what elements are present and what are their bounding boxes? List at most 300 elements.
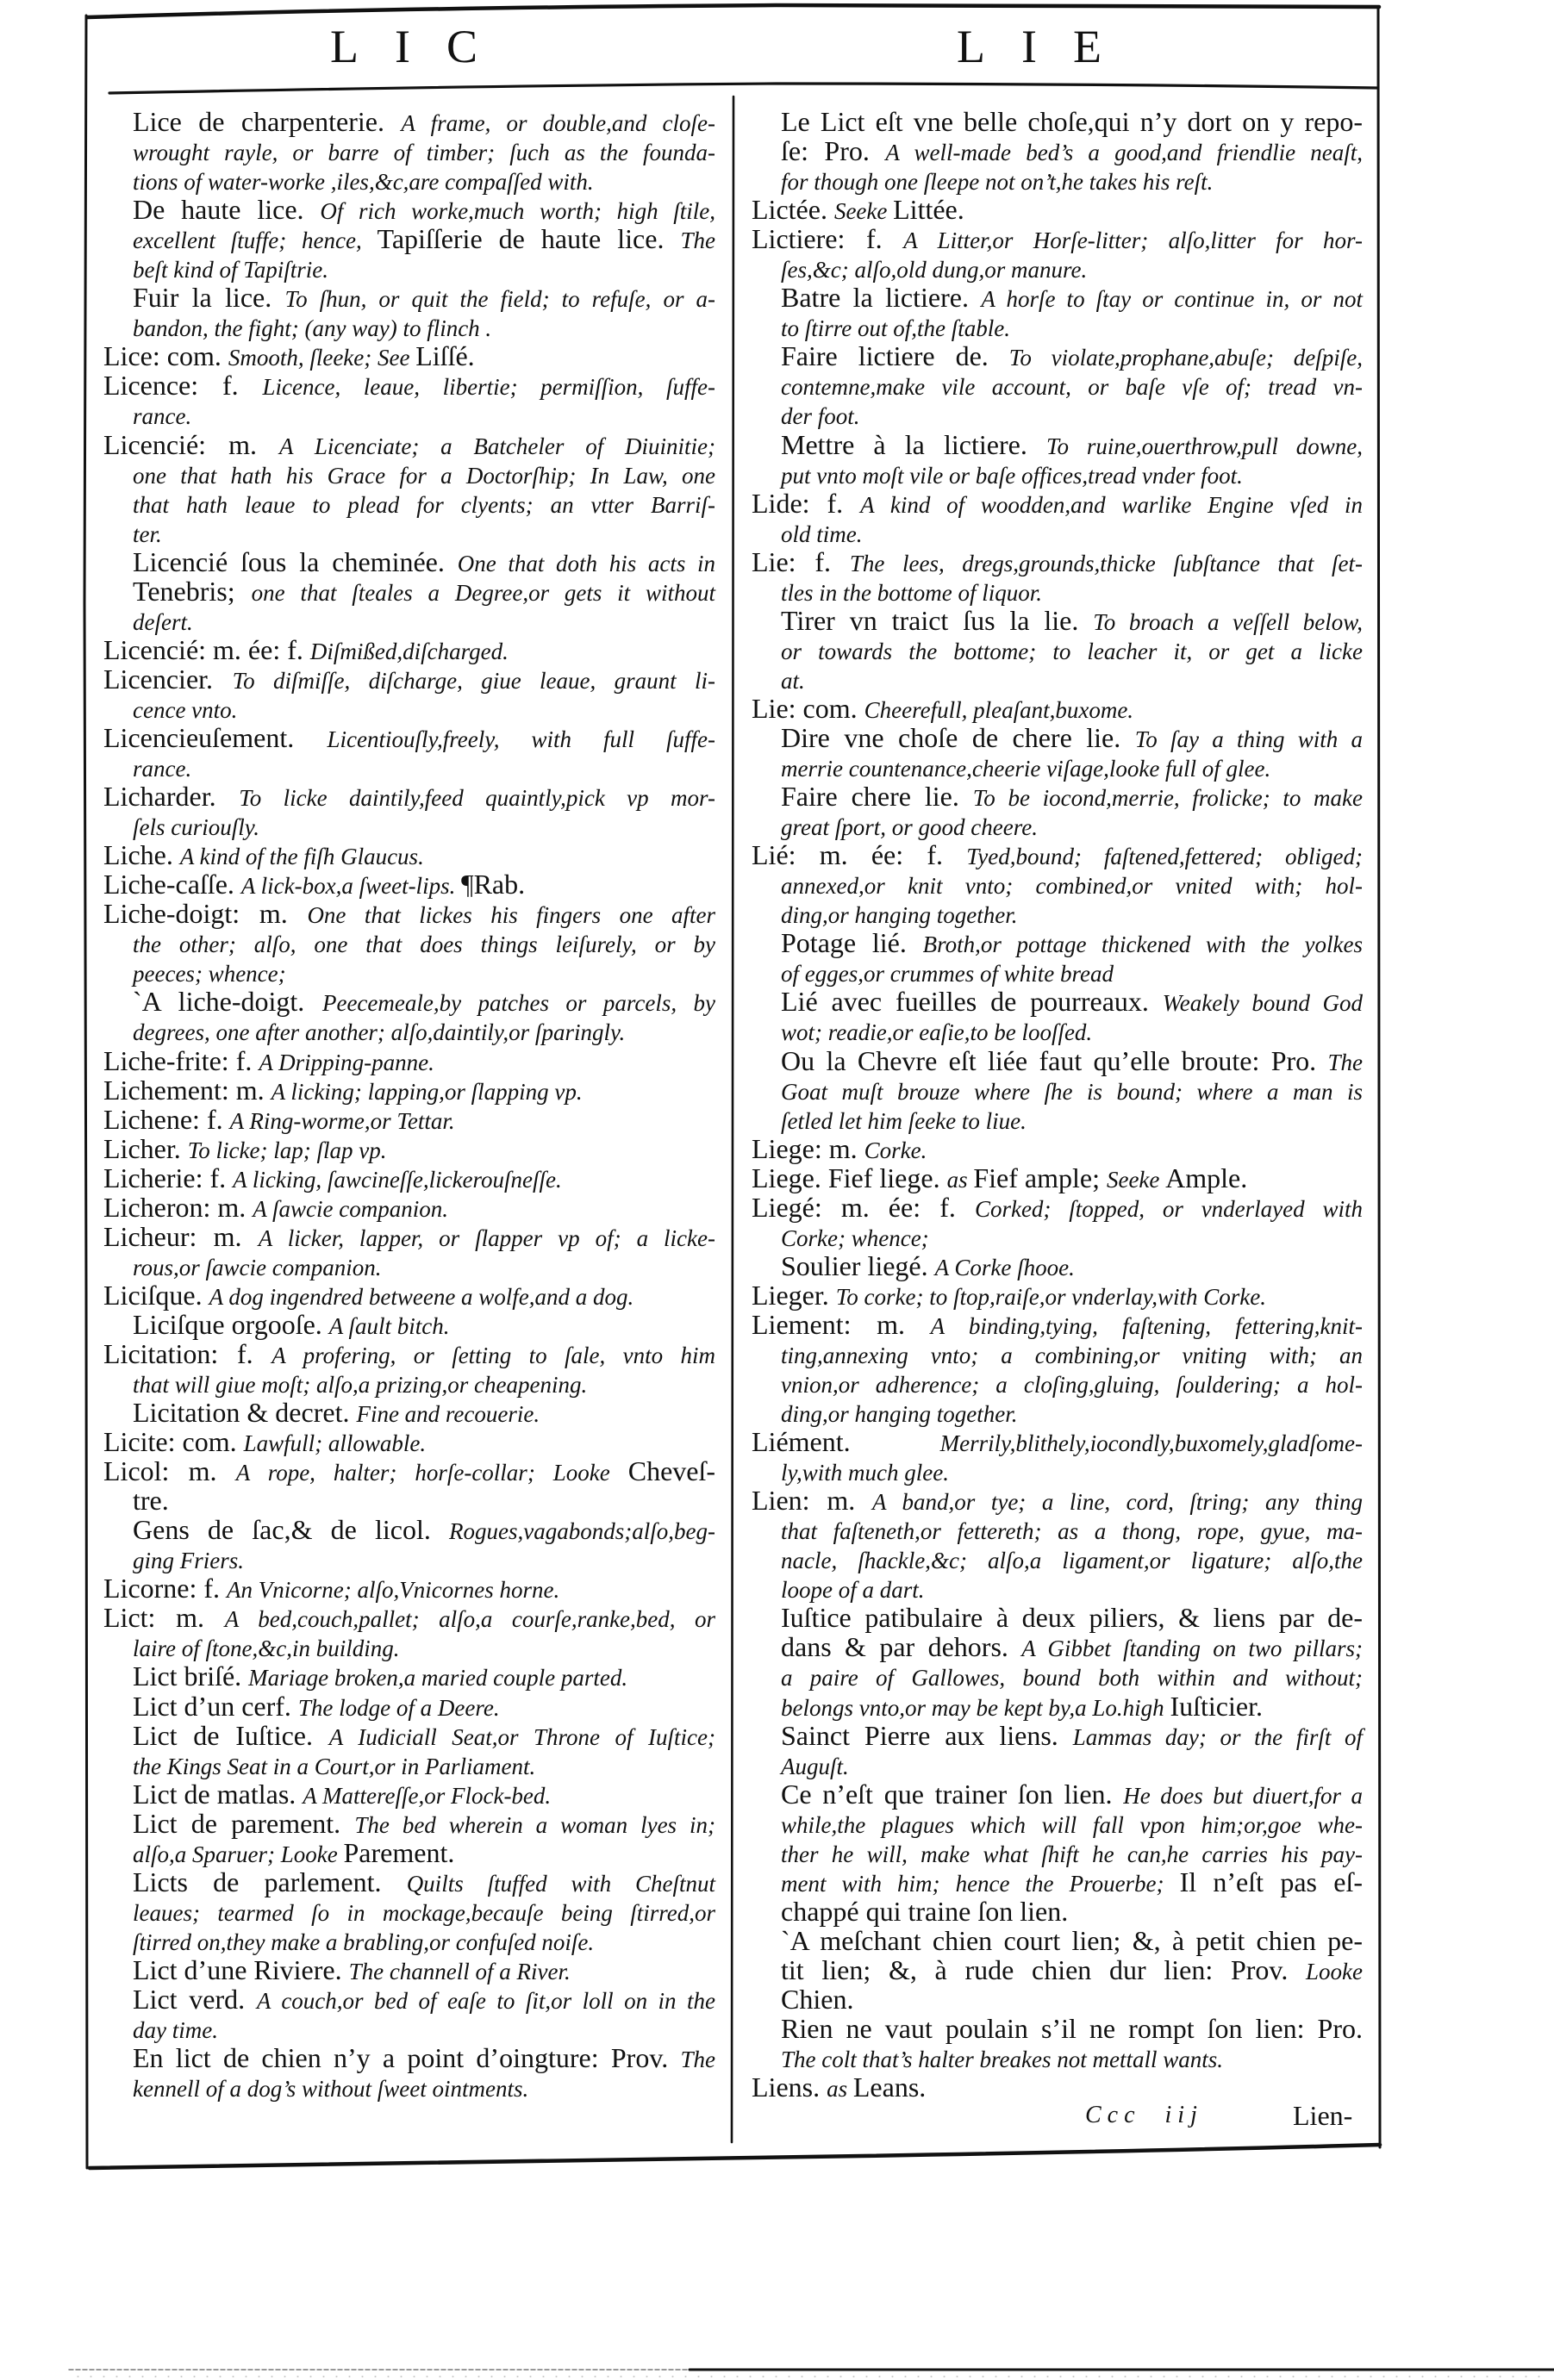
entry-line [752, 1486, 1363, 1515]
entry-line [752, 1926, 1363, 1955]
dictionary-entry [103, 430, 715, 547]
dictionary-entry [103, 371, 715, 429]
entry-line-text [103, 869, 525, 900]
gloss-text: old time. [781, 520, 863, 547]
dictionary-entry [752, 1134, 1363, 1163]
gloss-text: A profering, or ſetting to ſale, vnto him [271, 1342, 715, 1368]
entry-line-text [752, 2072, 926, 2103]
entry-line-text [133, 1838, 454, 1869]
entry-line [752, 371, 1363, 400]
entry-line [103, 899, 715, 928]
signature-mark: Ccc iij [1085, 2102, 1203, 2128]
entry-line [103, 1046, 715, 1075]
term-text: Soulier liegé. [781, 1249, 935, 1281]
entry-line [103, 489, 715, 518]
term-text: Lict d’une Riviere. [133, 1953, 349, 1985]
gloss-text: ſels curiouſly. [133, 814, 259, 841]
entry-line [103, 1398, 715, 1427]
gloss-text: Mariage broken,a maried couple parted. [248, 1665, 628, 1692]
entry-line [752, 1427, 1363, 1456]
dictionary-subentry [752, 1926, 1363, 2014]
entry-line-text [781, 928, 1363, 959]
term-text: `A liche-doigt. [133, 986, 322, 1018]
dictionary-entry [752, 1486, 1363, 1603]
term-text: ¶Rab. [461, 869, 526, 900]
gloss-text: A ſawcie companion. [253, 1195, 448, 1222]
entry-line [752, 1779, 1363, 1809]
entry-line-text [103, 782, 715, 813]
term-text: tre. [133, 1485, 169, 1517]
entry-line-text [781, 253, 1087, 284]
gloss-text: ding,or hanging together. [781, 1401, 1018, 1428]
entry-line [103, 1838, 715, 1867]
entry-line [752, 1750, 1363, 1779]
entry-line-text [133, 1721, 715, 1752]
entry-line-text [781, 1867, 1363, 1898]
gloss-text: that will giue moſt; alſo,a prizing,or cheapening. [133, 1372, 588, 1399]
term-text: Lict de matlas. [133, 1778, 303, 1810]
term-text: Lict: m. [103, 1602, 225, 1634]
term-text: Lié avec fueilles de pourreaux. [781, 986, 1163, 1018]
entry-line [103, 1721, 715, 1750]
term-text: Lichement: m. [103, 1074, 271, 1106]
gloss-text: A binding,tying, faſtening, fettering,knit- [930, 1312, 1363, 1339]
term-text: Lice: com. [103, 340, 228, 372]
entry-line-text [133, 1955, 571, 1986]
gloss-text: A well-made bed’s a good,and friendlie neaſt, [885, 140, 1363, 166]
gloss-text: A dog ingendred betweene a wolfe,and a dog. [209, 1283, 634, 1310]
gloss-text: Fine and recouerie. [356, 1401, 540, 1428]
term-text: Liegé: m. ée: f. [752, 1191, 975, 1223]
entry-line-text [133, 459, 715, 490]
entry-line [103, 1515, 715, 1544]
entry-line-text [133, 400, 191, 431]
term-text: Lice de charpenterie. [133, 106, 402, 137]
dictionary-subentry [103, 1809, 715, 1867]
entry-line-text [133, 253, 328, 284]
entry-line [752, 1692, 1363, 1721]
entry-line [103, 1163, 715, 1193]
gloss-text: while,the plagues which will fall vpon him;or,goe whe- [781, 1811, 1363, 1838]
entry-line [103, 928, 715, 957]
entry-line [103, 2072, 715, 2102]
entry-line [752, 664, 1363, 694]
bottom-border-rule [90, 2145, 1380, 2168]
entry-line-text [781, 1750, 849, 1781]
entry-line-text [133, 1368, 587, 1399]
dictionary-subentry [752, 1779, 1363, 1926]
dictionary-subentry [103, 1515, 715, 1573]
entry-line [752, 489, 1363, 518]
gloss-text: Weakely bound God [1162, 990, 1363, 1017]
entry-line [103, 107, 715, 136]
term-text: Licharder. [103, 781, 240, 813]
gloss-text: day time. [133, 2017, 218, 2044]
entry-line [752, 1016, 1363, 1045]
entry-line-text [781, 1515, 1363, 1546]
gloss-text: To corke; to ſtop,raiſe,or vnderlay,with Corke. [835, 1283, 1266, 1310]
term-text: Fief ample; [973, 1162, 1107, 1193]
entry-line-text [133, 1661, 627, 1692]
entry-line [103, 1427, 715, 1456]
gloss-text: A Gibbet ſtanding on two pillars; [1021, 1635, 1363, 1662]
gloss-text: Corke; whence; [781, 1224, 929, 1251]
entry-line-text [133, 1809, 715, 1840]
term-text: Cheveſ- [627, 1455, 716, 1487]
term-text: Gens de ſac,& de licol. [133, 1514, 450, 1546]
term-text: Parement. [343, 1836, 455, 1868]
entry-line-text [781, 1955, 1363, 1986]
entry-line [103, 518, 715, 547]
entry-line [103, 1486, 715, 1515]
term-text: chappé qui traine ſon lien. [781, 1895, 1069, 1927]
term-text: Faire lictiere de. [781, 340, 1009, 372]
gloss-text: A kind of the fiſh Glaucus. [179, 844, 424, 870]
gloss-text: Lawfull; allowable. [243, 1430, 427, 1457]
entry-line [103, 811, 715, 840]
top-border-rule [88, 5, 1379, 17]
term-text: Lichene: f. [103, 1103, 230, 1135]
entry-line [103, 1955, 715, 1984]
gloss-text: annexed,or knit vnto; combined,or vnited with; hol- [781, 873, 1363, 900]
entry-line-text [781, 1398, 1018, 1429]
dictionary-entry [752, 1193, 1363, 1251]
entry-line [752, 1222, 1363, 1251]
entry-line-text [133, 547, 715, 578]
entry-line [752, 840, 1363, 869]
entry-line [752, 165, 1363, 195]
entry-line-text [133, 136, 715, 167]
entry-line-text [781, 1692, 1263, 1723]
dictionary-entry [752, 1427, 1363, 1486]
entry-line [103, 1809, 715, 1838]
term-text: Lie: f. [752, 545, 850, 577]
gloss-text: at. [781, 667, 805, 694]
term-text: Faire chere lie. [781, 781, 973, 813]
entry-line-text [133, 1897, 715, 1928]
term-text: Leans. [852, 2072, 927, 2103]
entry-line-text [781, 1809, 1363, 1840]
entry-line-text [781, 752, 1270, 783]
entry-line-text [781, 1573, 925, 1604]
entry-line [752, 312, 1363, 341]
gloss-text: vnion,or adherence; a cloſing,gluing, ſouldering; a hol- [781, 1372, 1363, 1399]
dictionary-subentry [752, 606, 1363, 694]
gloss-text: one that ſteales a Degree,or gets it without [251, 579, 715, 606]
entry-line-text [781, 1368, 1363, 1399]
term-text: Liche-frite: f. [103, 1044, 259, 1076]
dictionary-entry [103, 869, 715, 899]
entry-line-text [781, 635, 1363, 666]
gloss-text: the Kings Seat in a Court,or in Parliament. [133, 1753, 536, 1779]
entry-line-text [781, 1251, 1075, 1282]
entry-line [103, 400, 715, 429]
entry-line-text [133, 752, 191, 783]
dictionary-subentry [103, 547, 715, 635]
entry-line-text [133, 987, 715, 1018]
entry-line [752, 606, 1363, 635]
entry-line-text [103, 1573, 559, 1604]
right-column [752, 107, 1363, 2102]
entry-line-text [781, 1838, 1363, 1869]
entry-line [103, 1632, 715, 1661]
entry-line-text [781, 1016, 1092, 1047]
gloss-text: that faſteneth,or fettereth; as a thong, rope, gyue, ma- [781, 1518, 1363, 1545]
gloss-text: or towards the bottome; to leacher it, or get a licke [781, 638, 1363, 664]
term-text: Liciſque orgooſe. [133, 1308, 329, 1340]
entry-line [103, 957, 715, 987]
gloss-text: deſert. [133, 608, 193, 635]
term-text: Iuſticier. [1170, 1690, 1263, 1722]
gloss-text: cence vnto. [133, 696, 238, 723]
gloss-text: A frame, or double,and cloſe- [401, 110, 716, 136]
running-head-rule [109, 84, 1376, 93]
term-text: Licencieuſement. [103, 721, 328, 753]
entry-line-text [133, 2043, 715, 2074]
dictionary-subentry [103, 1779, 715, 1809]
entry-line-text [752, 1193, 1363, 1224]
entry-line [103, 1750, 715, 1779]
entry-line-text [752, 547, 1363, 578]
entry-line [752, 1955, 1363, 1984]
entry-line-text [781, 459, 1243, 490]
entry-line-text [752, 1134, 927, 1165]
entry-line [103, 1105, 715, 1134]
gloss-text: leaues; tearmed ſo in mockage,becauſe being ſtirred,or [133, 1899, 715, 1926]
entry-line-text [752, 1280, 1266, 1311]
gloss-text: as [946, 1166, 974, 1193]
dictionary-subentry [752, 107, 1363, 195]
gloss-text: ding,or hanging together. [781, 902, 1018, 929]
gloss-text: The lees, dregs,grounds,thicke ſubſtance that ſet- [849, 550, 1363, 576]
gloss-text: rance. [133, 756, 192, 782]
dictionary-entry [752, 840, 1363, 928]
gloss-text: A Litter,or Horſe-litter; alſo,litter for hor- [903, 227, 1364, 254]
entry-line [752, 899, 1363, 928]
entry-line-text [103, 1075, 583, 1106]
entry-line-text [133, 1398, 540, 1429]
entry-line [752, 1105, 1363, 1134]
dictionary-entry [103, 1456, 715, 1515]
entry-line [103, 283, 715, 312]
gloss-text: laire of ſtone,&c,in building. [133, 1635, 400, 1662]
entry-line-text [752, 224, 1363, 255]
entry-line-text [103, 1105, 455, 1136]
entry-line-text [103, 1280, 633, 1311]
entry-line [103, 136, 715, 165]
entry-line-text [781, 283, 1363, 314]
entry-line [103, 782, 715, 811]
dictionary-subentry [752, 1251, 1363, 1280]
dictionary-subentry [103, 1955, 715, 1984]
entry-line [103, 165, 715, 195]
gloss-text: one that hath his Grace for a Doctorſhip; In Law, one [133, 462, 715, 489]
dictionary-subentry [103, 1310, 715, 1339]
entry-line-text [133, 195, 715, 226]
term-text: Lict de parement. [133, 1807, 355, 1839]
gloss-text: To be iocond,merrie, frolicke; to make [972, 785, 1363, 812]
gloss-text: To ſhun, or quit the field; to refuſe, or a- [284, 286, 715, 313]
entry-line-text [133, 2072, 528, 2103]
gloss-text: The [1327, 1049, 1363, 1075]
gloss-text: One that doth his acts in [457, 550, 715, 576]
entry-line [752, 752, 1363, 782]
gloss-text: bandon, the fight; (any way) to flinch . [133, 315, 492, 342]
gloss-text: Licence, leaue, libertie; permiſſion, ſuffe- [262, 374, 716, 401]
dictionary-entry [103, 1280, 715, 1310]
entry-line [103, 1661, 715, 1691]
entry-line [752, 987, 1363, 1016]
gloss-text: A ſault bitch. [328, 1312, 450, 1339]
entry-line [752, 1721, 1363, 1750]
dictionary-subentry [752, 283, 1363, 341]
term-text: dans & par dehors. [781, 1631, 1022, 1663]
gloss-text: alſo,a Sparuer; Looke [133, 1841, 344, 1867]
entry-line [752, 459, 1363, 489]
entry-line [103, 1339, 715, 1368]
term-text: Potage lié. [781, 927, 923, 959]
entry-line-text [103, 1603, 715, 1634]
entry-line-text [133, 312, 491, 343]
entry-line [103, 576, 715, 606]
entry-line-text [103, 1046, 434, 1077]
entry-line [752, 1456, 1363, 1486]
entry-line-text [133, 1750, 535, 1781]
gloss-text: contemne,make vile account, or baſe vſe of; tread vn- [781, 374, 1363, 401]
entry-line [103, 1251, 715, 1280]
gloss-text: Seeke [1106, 1166, 1166, 1193]
gloss-text: A Ring-worme,or Tettar. [229, 1107, 455, 1134]
term-text: Liche. [103, 839, 180, 871]
gloss-text: ſes,&c; alſo,old dung,or manure. [781, 257, 1088, 283]
left-column [103, 107, 715, 2102]
gloss-text: A Iudiciall Seat,or Throne of Iuſtice; [328, 1723, 715, 1750]
entry-line-text [752, 195, 964, 226]
gloss-text: Diſmißed,diſcharged. [309, 638, 509, 664]
entry-line [752, 1867, 1363, 1897]
entry-line-text [781, 606, 1363, 637]
entry-line-text [133, 1779, 551, 1810]
term-text: Fuir la lice. [133, 282, 285, 314]
gloss-text: The channell of a River. [348, 1958, 571, 1984]
entry-line [752, 1897, 1363, 1926]
entry-line-text [781, 1779, 1363, 1810]
gloss-text: A kind of woodden,and warlike Engine vſed in [860, 491, 1364, 518]
entry-line-text [133, 1926, 594, 1957]
gloss-text: for though one ſleepe not on’t,he takes his reſt. [781, 169, 1214, 196]
dictionary-subentry [103, 195, 715, 283]
term-text: Liement: m. [752, 1308, 931, 1340]
entry-line-text [752, 1427, 1363, 1458]
gloss-text: Corke. [864, 1137, 927, 1163]
dictionary-subentry [752, 430, 1363, 489]
term-text: tit lien; &, à rude chien dur lien: Prov. [781, 1953, 1307, 1985]
term-text: De haute lice. [133, 194, 321, 226]
dictionary-entry [103, 664, 715, 723]
gloss-text: the other; alſo, one that does things leiſurely, or by [133, 931, 715, 958]
term-text: Lieger. [752, 1279, 836, 1311]
running-head-right: LIE [957, 21, 1138, 72]
entry-line [752, 341, 1363, 371]
entry-line-text [103, 1134, 386, 1165]
term-text: Licencier. [103, 663, 233, 695]
dictionary-subentry [752, 1721, 1363, 1779]
entry-line-text [133, 1016, 625, 1047]
entry-line [103, 752, 715, 782]
entry-line-text [133, 957, 286, 988]
gloss-text: A Dripping-panne. [259, 1049, 434, 1075]
gloss-text: ly,with much glee. [781, 1460, 949, 1486]
gloss-text: to ſtirre out of,the ſtable. [781, 315, 1010, 342]
dictionary-entry [103, 1603, 715, 1661]
gloss-text: Merrily,blithely,iocondly,buxomely,gladſome- [939, 1430, 1363, 1457]
entry-line-text [781, 312, 1010, 343]
entry-line [752, 1632, 1363, 1661]
entry-line [103, 664, 715, 694]
entry-line-text [133, 489, 715, 520]
term-text: Tenebris; [133, 575, 252, 607]
entry-line-text [133, 1486, 169, 1515]
entry-line-text [103, 1427, 426, 1458]
gloss-text: tions of water-worke ,iles,&c,are compaſſed with. [133, 169, 594, 196]
entry-line-text [133, 165, 594, 196]
gloss-text: ther he will, make what ſhift he can,he carries his pay- [781, 1841, 1363, 1867]
entry-line-text [103, 723, 715, 754]
entry-line [103, 840, 715, 869]
gloss-text: Goat muſt brouze where ſhe is bound; where a man is [781, 1078, 1363, 1105]
entry-line-text [781, 2014, 1363, 2043]
entry-line-text [752, 1310, 1363, 1341]
gloss-text: A Mattereſſe,or Flock-bed. [303, 1782, 552, 1809]
gloss-text: To broach a veſſell below, [1093, 608, 1364, 635]
gloss-text: A rope, halter; horſe-collar; Looke [235, 1460, 628, 1486]
gloss-text: wot; readie,or eaſie,to be looſſed. [781, 1019, 1093, 1046]
entry-line-text [781, 576, 1042, 607]
entry-line [752, 136, 1363, 165]
entry-line-text [133, 1310, 450, 1341]
gloss-text: great ſport, or good cheere. [781, 814, 1038, 841]
term-text: Tirer vn traict ſus la lie. [781, 604, 1094, 636]
dictionary-entry [103, 782, 715, 840]
entry-line [752, 1251, 1363, 1280]
entry-line [752, 195, 1363, 224]
term-text: Tapiſſerie de haute lice. [377, 223, 681, 255]
term-text: Licite: com. [103, 1426, 244, 1458]
column-divider-rule [732, 97, 733, 2142]
dictionary-subentry [103, 107, 715, 195]
entry-line [103, 1897, 715, 1926]
gloss-text: A horſe to ſtay or continue in, or not [981, 286, 1363, 313]
entry-line [752, 1573, 1363, 1603]
entry-line-text [752, 1163, 1247, 1194]
entry-line-text [103, 664, 715, 695]
entry-line-text [133, 606, 193, 637]
dictionary-entry [103, 1163, 715, 1193]
gloss-text: The bed wherein a woman lyes in; [354, 1811, 715, 1838]
entry-line [752, 400, 1363, 429]
entry-line-text [133, 2014, 218, 2045]
gloss-text: Broth,or pottage thickened with the yolkes [922, 931, 1364, 958]
entry-line [752, 928, 1363, 957]
entry-line [752, 224, 1363, 253]
entry-line [752, 1163, 1363, 1193]
gloss-text: nacle, ſhackle,&c; alſo,a ligament,or ligature; alſo,the [781, 1548, 1363, 1574]
gloss-text: To diſmiſſe, diſcharge, giue leaue, graunt li- [232, 667, 715, 694]
entry-line [103, 430, 715, 459]
dictionary-subentry [103, 283, 715, 341]
term-text: Liſſé. [415, 340, 475, 372]
dictionary-entry [103, 1193, 715, 1222]
